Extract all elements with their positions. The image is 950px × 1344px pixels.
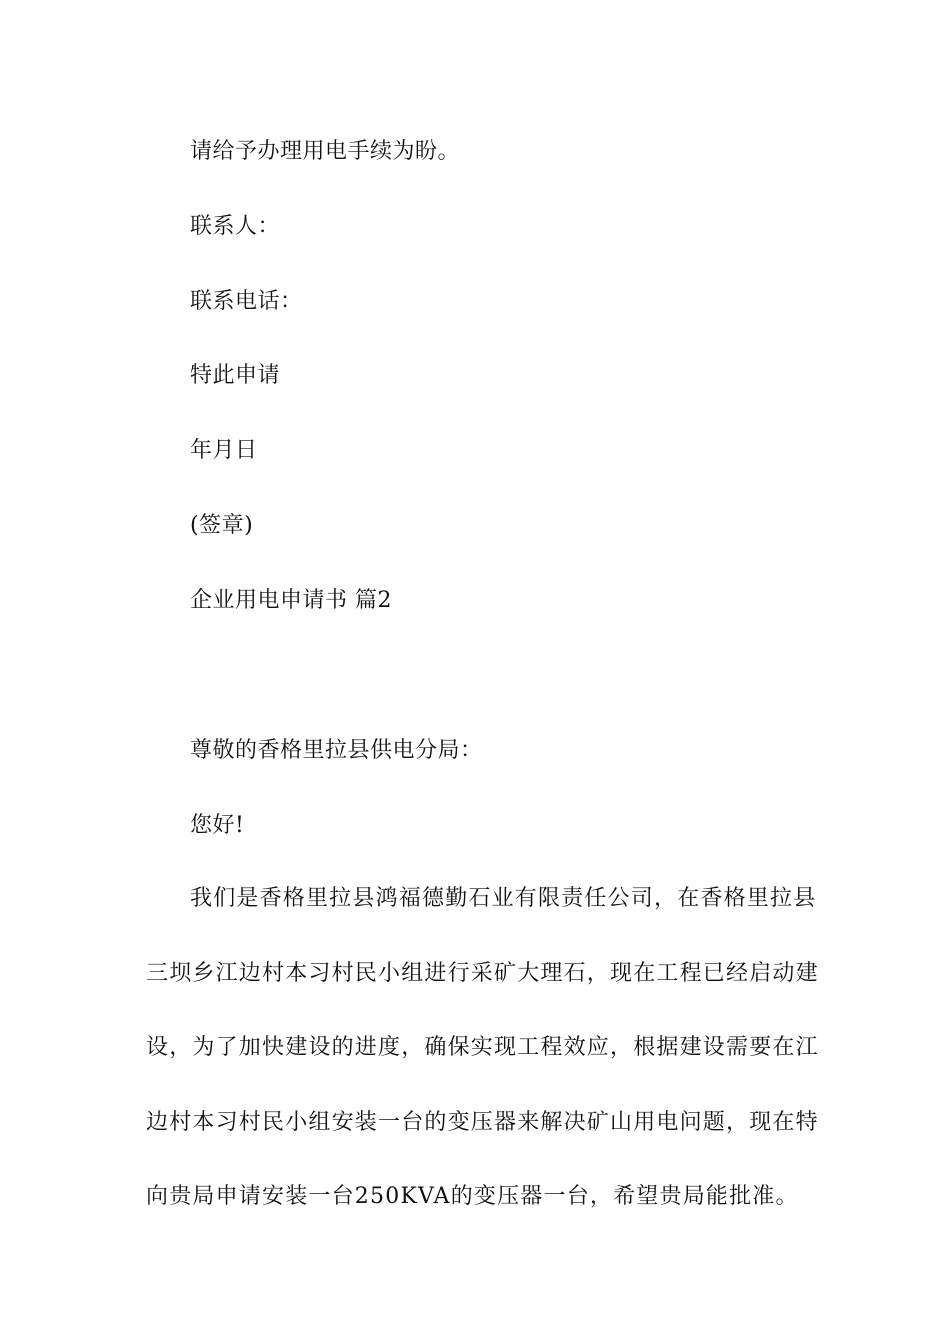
contact-person-label: 联系人：: [190, 214, 281, 239]
closing-request-line: 特此申请: [190, 363, 281, 388]
signature-seal-line: (签章): [190, 513, 254, 538]
paragraph-line: 设，为了加快建设的进度，确保实现工程效应，根据建设需要在江: [146, 1035, 819, 1060]
paragraph-line: 三坝乡江边村本习村民小组进行采矿大理石，现在工程已经启动建: [146, 961, 819, 986]
section-heading: 企业用电申请书 篇2: [190, 588, 392, 613]
date-line: 年月日: [190, 438, 258, 463]
paragraph-line: 我们是香格里拉县鸿福德勤石业有限责任公司，在香格里拉县: [190, 886, 817, 911]
contact-phone-label: 联系电话：: [190, 289, 303, 314]
salutation: 尊敬的香格里拉县供电分局：: [190, 738, 483, 763]
greeting: 您好!: [190, 813, 245, 838]
request-handling-line: 请给予办理用电手续为盼。: [190, 139, 461, 164]
paragraph-line: 边村本习村民小组安装一台的变压器来解决矿山用电问题，现在特: [146, 1110, 819, 1135]
paragraph-line: 向贵局申请安装一台250KVA的变压器一台，希望贵局能批准。: [146, 1184, 799, 1209]
